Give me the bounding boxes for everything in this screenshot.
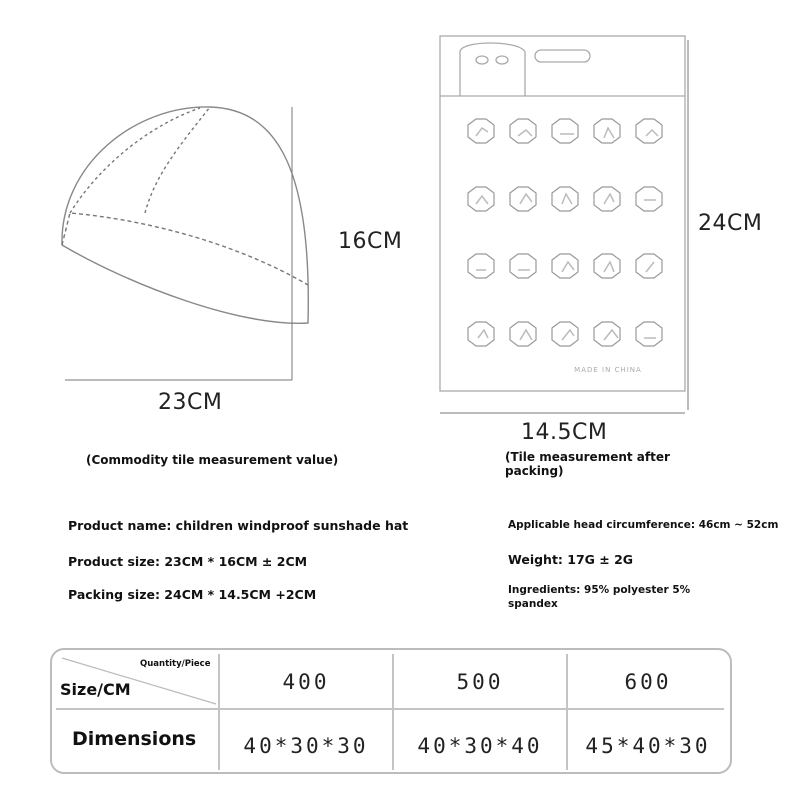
- product-name: Product name: children windproof sunshade hat: [68, 518, 409, 533]
- quantity-cell: 600: [624, 670, 672, 694]
- mask-silhouette-icon: [460, 43, 525, 96]
- packing-size: Packing size: 24CM * 14.5CM +2CM: [68, 587, 317, 602]
- quantity-cell: 500: [456, 670, 504, 694]
- hat-height-label: 16CM: [338, 229, 403, 254]
- table-row-divider: [56, 708, 724, 710]
- made-in-label: MADE IN CHINA: [574, 366, 642, 374]
- package-illustration: [430, 28, 700, 423]
- dimensions-cell: 40*30*40: [417, 734, 543, 758]
- product-size: Product size: 23CM * 16CM ± 2CM: [68, 554, 308, 569]
- table-header-quantity: Quantity/Piece: [140, 659, 211, 669]
- hat-seam-right: [145, 107, 210, 213]
- hat-caption: (Commodity tile measurement value): [86, 453, 339, 467]
- table-header-size: Size/CM: [60, 680, 131, 699]
- hat-illustration: [40, 95, 340, 395]
- package-width-label: 14.5CM: [521, 420, 608, 445]
- hat-seam-left: [70, 108, 200, 213]
- package-height-label: 24CM: [698, 211, 763, 236]
- quantity-cell: 400: [282, 670, 330, 694]
- weight: Weight: 17G ± 2G: [508, 552, 634, 567]
- head-circumference: Applicable head circumference: 46cm ~ 52cm: [508, 519, 779, 531]
- ingredients: Ingredients: 95% polyester 5% spandex: [508, 584, 691, 610]
- dimensions-cell: 45*40*30: [585, 734, 711, 758]
- hat-band-edge: [62, 213, 308, 285]
- dimensions-cell: 40*30*30: [243, 734, 369, 758]
- package-caption: (Tile measurement after packing): [505, 450, 670, 478]
- sport-icon-grid: [468, 119, 662, 346]
- hang-hole: [535, 50, 590, 62]
- hat-width-label: 23CM: [158, 390, 223, 415]
- quantity-table: [50, 648, 732, 774]
- dimensions-row-label: Dimensions: [72, 728, 197, 750]
